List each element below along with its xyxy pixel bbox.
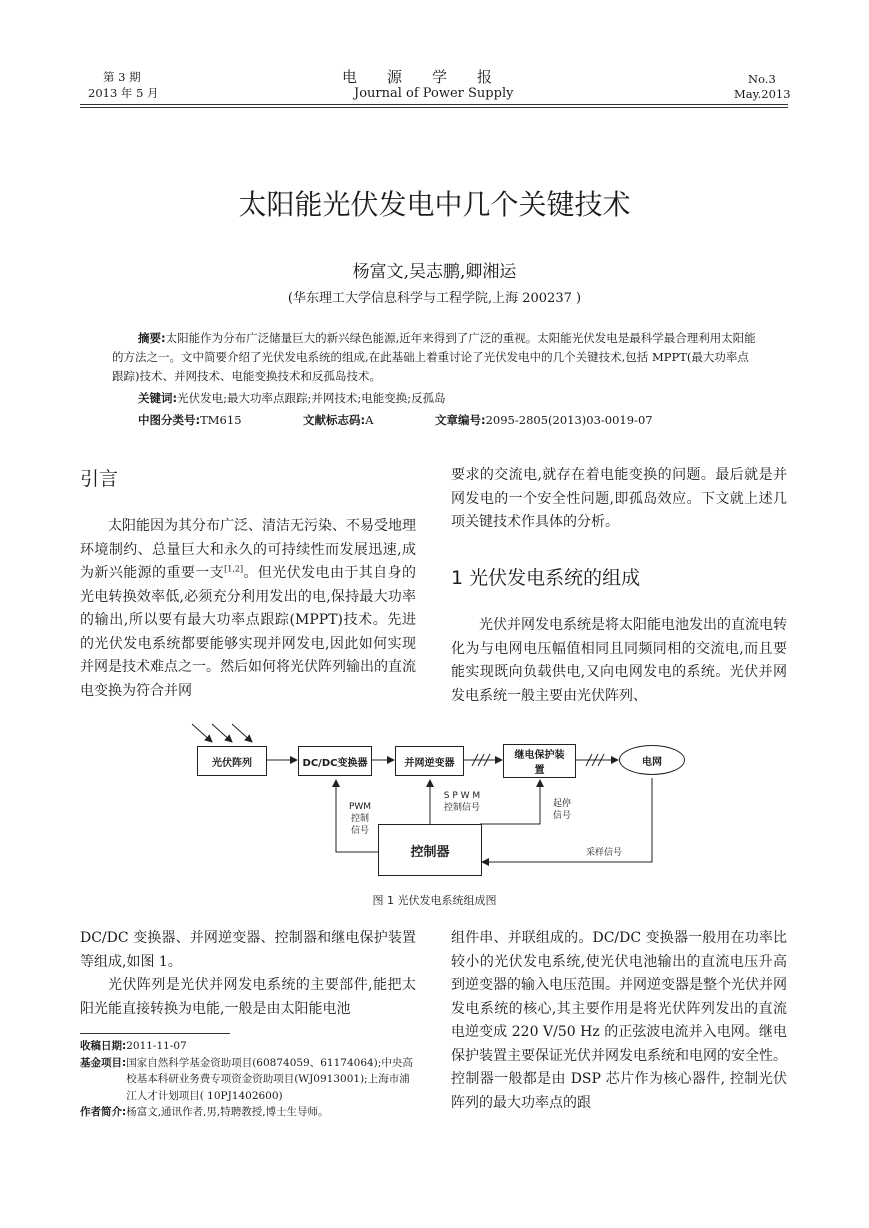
spwm-signal-label: S P W M 控制信号	[443, 791, 481, 813]
intro-heading: 引言	[80, 468, 119, 490]
header-rule-thin	[80, 107, 788, 108]
sampling-signal-label: 采样信号	[585, 848, 622, 858]
article-number	[435, 411, 653, 430]
intro-text-b: 。但光伏发电由于其自身的光电转换效率低,必须充分利用发出的电,保持最大功率的输出,所以要有最大功率点跟踪(MPPT)技术。先进的光伏发电系统都要能够实现并网发电,因此如何实现并网是技术难点之一。然后如何将光伏阵列输出的直流电变换为符合并网	[80, 565, 417, 699]
intro-text-a: 太阳能因为其分布广泛、清洁无污染、不易受地理环境制约、总量巨大和永久的可持续性而发展迅速,成为新兴能源的重要一支	[80, 518, 416, 581]
clc-value: TM615	[200, 413, 242, 427]
pwm-signal-label: PWM 控制 信号	[348, 802, 372, 836]
footnote-rule	[80, 1033, 230, 1034]
authors: 杨富文,吴志鹏,卿湘运	[352, 262, 517, 282]
section-1-heading: 1 光伏发电系统的组成	[451, 567, 641, 589]
intro-paragraph	[80, 515, 416, 703]
clc	[138, 411, 242, 430]
clc-label: 中图分类号:	[138, 413, 201, 427]
pv-array-box: 光伏阵列	[197, 746, 267, 776]
keywords-text: 光伏发电;最大功率点跟踪;并网技术;电能变换;反孤岛	[177, 391, 446, 405]
figure-1	[0, 720, 869, 890]
issue-cn: 第 3 期	[103, 70, 141, 84]
controller-box: 控制器	[378, 824, 482, 876]
doc-code	[303, 411, 373, 430]
section-1-paragraph: 光伏并网发电系统是将太阳能电池发出的直流电转化为与电网电压幅值相同且同频同相的交流电,而且要能实现既向负载供电,又向电网发电的系统。光伏并网发电系统一般主要由光伏阵列、	[451, 617, 787, 704]
affiliation: (华东理工大学信息科学与工程学院,上海 200237 )	[287, 291, 582, 306]
right-paragraph-1: 要求的交流电,就存在着电能变换的问题。最后就是并网发电的一个安全性问题,即孤岛效应。下文就上述几项关键技术作具体的分析。	[451, 467, 787, 530]
relay-protection-box: 继电保护装置	[503, 744, 576, 778]
date-cn: 2013 年 5 月	[88, 86, 159, 100]
grid-box: 电网	[619, 745, 685, 775]
doccode-value: A	[365, 413, 374, 427]
figure-caption: 图 1 光伏发电系统组成图	[372, 894, 497, 907]
footnotes: 收稿日期:2011-11-07 基金项目: 国家自然科学基金资助项目(60874059、61174064);中央高校基本科研业务费专项资金资助项目(WJ0913001);上海市浦江人才计划项目( 10PJ1402600) 作者简介:杨富文,通讯作者,男,特聘教授,博士生导师。	[80, 1040, 413, 1118]
artno-label: 文章编号:	[435, 413, 486, 427]
abstract-text: 太阳能作为分布广泛储量巨大的新兴绿色能源,近年来得到了广泛的重视。太阳能光伏发电是最科学最合理利用太阳能的方法之一。文中简要介绍了光伏发电系统的组成,在此基础上着重讨论了光伏发电中的几个关键技术,包括 MPPT(最大功率点跟踪)技术、并网技术、电能变换技术和反孤岛技术。	[112, 331, 756, 383]
keywords-label: 关键词:	[138, 391, 178, 405]
left-bottom-paragraphs: DC/DC 变换器、并网逆变器、控制器和继电保护装置等组成,如图 1。 光伏阵列是光伏并网发电系统的主要部件,能把太阳光能直接转换为电能,一般是由太阳能电池	[80, 930, 416, 1017]
journal-title-en: Journal of Power Supply	[354, 86, 514, 101]
grid-inverter-box: 并网逆变器	[395, 746, 464, 776]
journal-title-cn: 电源学报	[342, 68, 523, 86]
start-stop-signal-label: 起停 信号	[552, 799, 571, 821]
issue-en: No.3	[748, 72, 776, 86]
artno-value: 2095-2805(2013)03-0019-07	[485, 413, 653, 427]
date-en: May.2013	[734, 87, 791, 101]
header-rule	[80, 104, 788, 105]
dcdc-converter-box: DC/DC变换器	[298, 746, 372, 776]
abstract-label: 摘要:	[138, 331, 166, 345]
article-title: 太阳能光伏发电中几个关键技术	[238, 188, 631, 221]
keywords	[138, 389, 758, 408]
right-bottom-paragraph: 组件串、并联组成的。DC/DC 变换器一般用在功率比较小的光伏发电系统,使光伏电池输出的直流电压升高到逆变器的输入电压范围。并网逆变器是整个光伏并网发电系统的核心,其主要作用是将光伏阵列发出的直流电逆变成 220 V/50 Hz 的正弦波电流并入电网。继电保护装置主要保证光伏并网发电系统和电网的安全性。控制器一般都是由 DSP 芯片作为核心器件, 控制光伏阵列的最大功率点的跟	[451, 930, 787, 1111]
abstract	[112, 329, 758, 386]
intro-citation: [1,2]	[224, 564, 244, 574]
doccode-label: 文献标志码:	[303, 413, 366, 427]
